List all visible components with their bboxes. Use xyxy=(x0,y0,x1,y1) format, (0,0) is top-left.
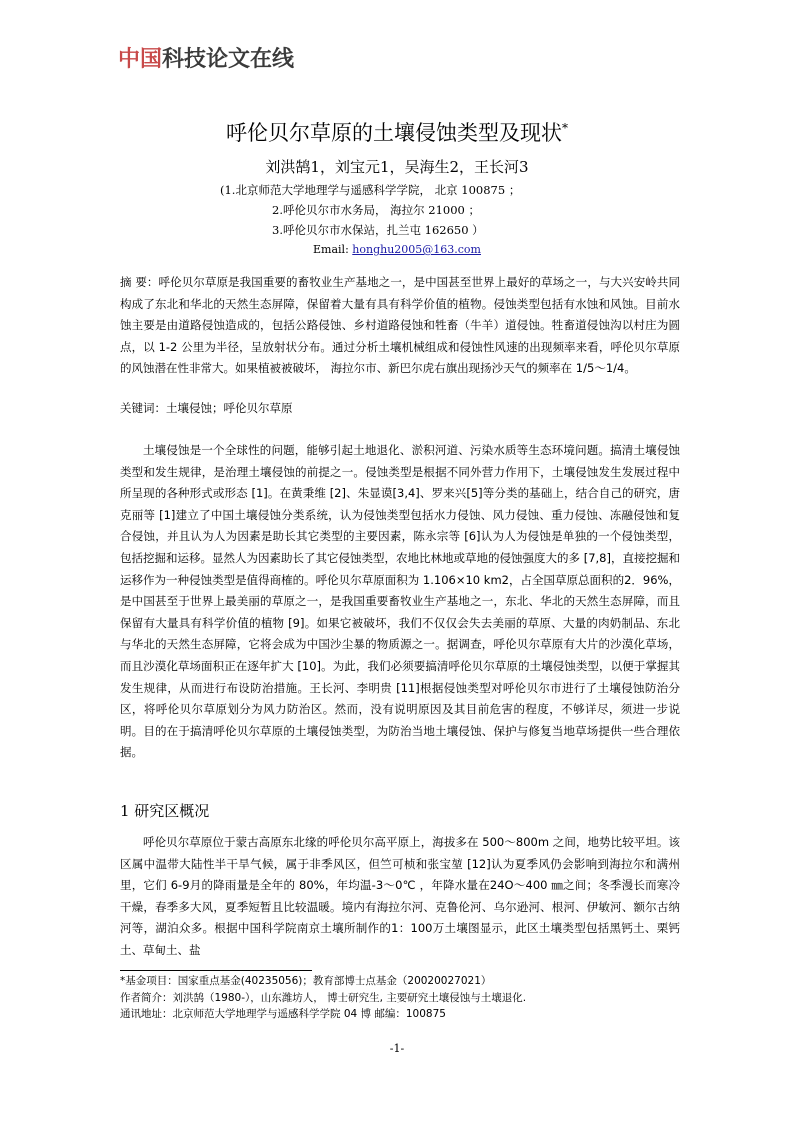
site-logo xyxy=(118,45,298,75)
logo-part-1: 中国 xyxy=(118,47,163,72)
affiliation-3: 3.呼伦贝尔市水保站，扎兰屯 162650 ） xyxy=(272,223,484,237)
email-label: Email: xyxy=(313,243,353,256)
footnote-fund: *基金项目：国家重点基金(40235056)；教育部博士点基金（20020027021） xyxy=(120,975,492,987)
email-link[interactable]: honghu2005@163.com xyxy=(352,243,481,256)
paper-title xyxy=(0,114,794,147)
affiliation-1: (1.北京师范大学地理学与遥感科学学院， 北京 100875 ； xyxy=(220,183,521,197)
title-footnote-mark: * xyxy=(562,121,568,135)
footnote-address: 通讯地址：北京师范大学地理学与遥感科学学院 04 博 邮编：100875 xyxy=(120,1008,446,1020)
logo-part-2: 科技论文在线 xyxy=(162,47,295,72)
email-line xyxy=(0,242,794,258)
paper-title-text: 呼伦贝尔草原的土壤侵蚀类型及现状 xyxy=(226,121,562,145)
footnotes xyxy=(120,973,720,1023)
section-1-paragraph: 呼伦贝尔草原位于蒙古高原东北缘的呼伦贝尔高平原上，海拔多在 500～800m 之间，地势比较平坦。该区属中温带大陆性半干旱气候，属于非季风区，但竺可桢和张宝堃 [12]认为夏季风仍会影响到海拉尔和满州里，它们 6-9月的降雨量是全年的 80%，年均温-3～0℃ ，年降水量在24O～400 ㎜之间；冬季漫长而寒冷干燥，春季多大风，夏季短暂且比较温暖。境内有海拉尔河、克鲁伦河、乌尔逊河、根河、伊敏河、额尔古纳河等，湖泊众多。根据中国科学院南京土壤所制作的1：100万土壤图显示，此区土壤类型包括黑钙土、栗钙土、草甸土、盐 xyxy=(120,835,680,957)
keywords: 关键词：土壤侵蚀；呼伦贝尔草原 xyxy=(120,401,293,415)
page-number: -1- xyxy=(389,1042,405,1055)
footnote-divider xyxy=(120,970,312,971)
footnote-author-intro: 作者简介：刘洪鹄（1980-），山东潍坊人， 博士研究生, 主要研究土壤侵蚀与土壤退化. xyxy=(120,991,527,1004)
author-list: 刘洪鹄1，刘宝元1，吴海生2，王长河3 xyxy=(265,158,529,176)
intro-paragraph: 土壤侵蚀是一个全球性的问题，能够引起土地退化、淤积河道、污染水质等生态环境问题。搞清土壤侵蚀类型和发生规律，是治理土壤侵蚀的前提之一。侵蚀类型是根据不同外营力作用下，土壤侵蚀发生发展过程中所呈现的各种形式或形态 [1]。在黄秉维 [2]、朱显谟[3,4]、罗来兴[5]等分类的基础上，结合自己的研究，唐克丽等 [1]建立了中国土壤侵蚀分类系统，认为侵蚀类型包括水力侵蚀、风力侵蚀、重力侵蚀、冻融侵蚀和复合侵蚀，并且认为人为因素是助长其它类型的主要因素，陈永宗等 [6]认为人为侵蚀是单独的一个侵蚀类型，包括挖掘和运移。显然人为因素助长了其它侵蚀类型，农地比林地或草地的侵蚀强度大的多 [7,8]，直接挖掘和运移作为一种侵蚀类型是值得商榷的。呼伦贝尔草原面积为 1.106×10 km2，占全国草原总面积的2．96%，是中国甚至于世界上最美丽的草原之一，是我国重要畜牧业生产基地之一，东北、华北的天然生态屏障，而且保留有大量具有科学价值的植物 [9]。如果它被破坏，我们不仅仅会失去美丽的草原、大量的肉奶制品、东北与华北的天然生态屏障，它将会成为中国沙尘暴的物质源之一。据调查，呼伦贝尔草原有大片的沙漠化草场，而且沙漠化草场面积正在逐年扩大 [10]。为此，我们必须要搞清呼伦贝尔草原的土壤侵蚀类型，以便于掌握其发生规律，从而进行布设防治措施。王长河、李明贵 [11]根据侵蚀类型对呼伦贝尔市进行了土壤侵蚀防治分区，将呼伦贝尔草原划分为风力防治区。然而，没有说明原因及其目前危害的程度，不够详尽，须进一步说明。目的在于搞清呼伦贝尔草原的土壤侵蚀类型，为防治当地土壤侵蚀、保护与修复当地草场提供一些合理依据。 xyxy=(120,443,680,760)
section-heading-1: 1 研究区概况 xyxy=(120,802,210,820)
affiliation-2: 2.呼伦贝尔市水务局， 海拉尔 21000 ； xyxy=(272,203,481,217)
abstract: 摘 要：呼伦贝尔草原是我国重要的畜牧业生产基地之一，是中国甚至世界上最好的草场之一，与大兴安岭共同构成了东北和华北的天然生态屏障，保留着大量有具有科学价值的植物。侵蚀类型包括有水蚀和风蚀。目前水蚀主要是由道路侵蚀造成的，包括公路侵蚀、乡村道路侵蚀和牲畜（牛羊）道侵蚀。牲畜道侵蚀沟以村庄为圆点，以 1-2 公里为半径，呈放射状分布。通过分析土壤机械组成和侵蚀性风速的出现频率来看，呼伦贝尔草原的风蚀潜在性非常大。如果植被被破坏， 海拉尔市、新巴尔虎右旗出现扬沙天气的频率在 1/5～1/4。 xyxy=(120,275,680,376)
